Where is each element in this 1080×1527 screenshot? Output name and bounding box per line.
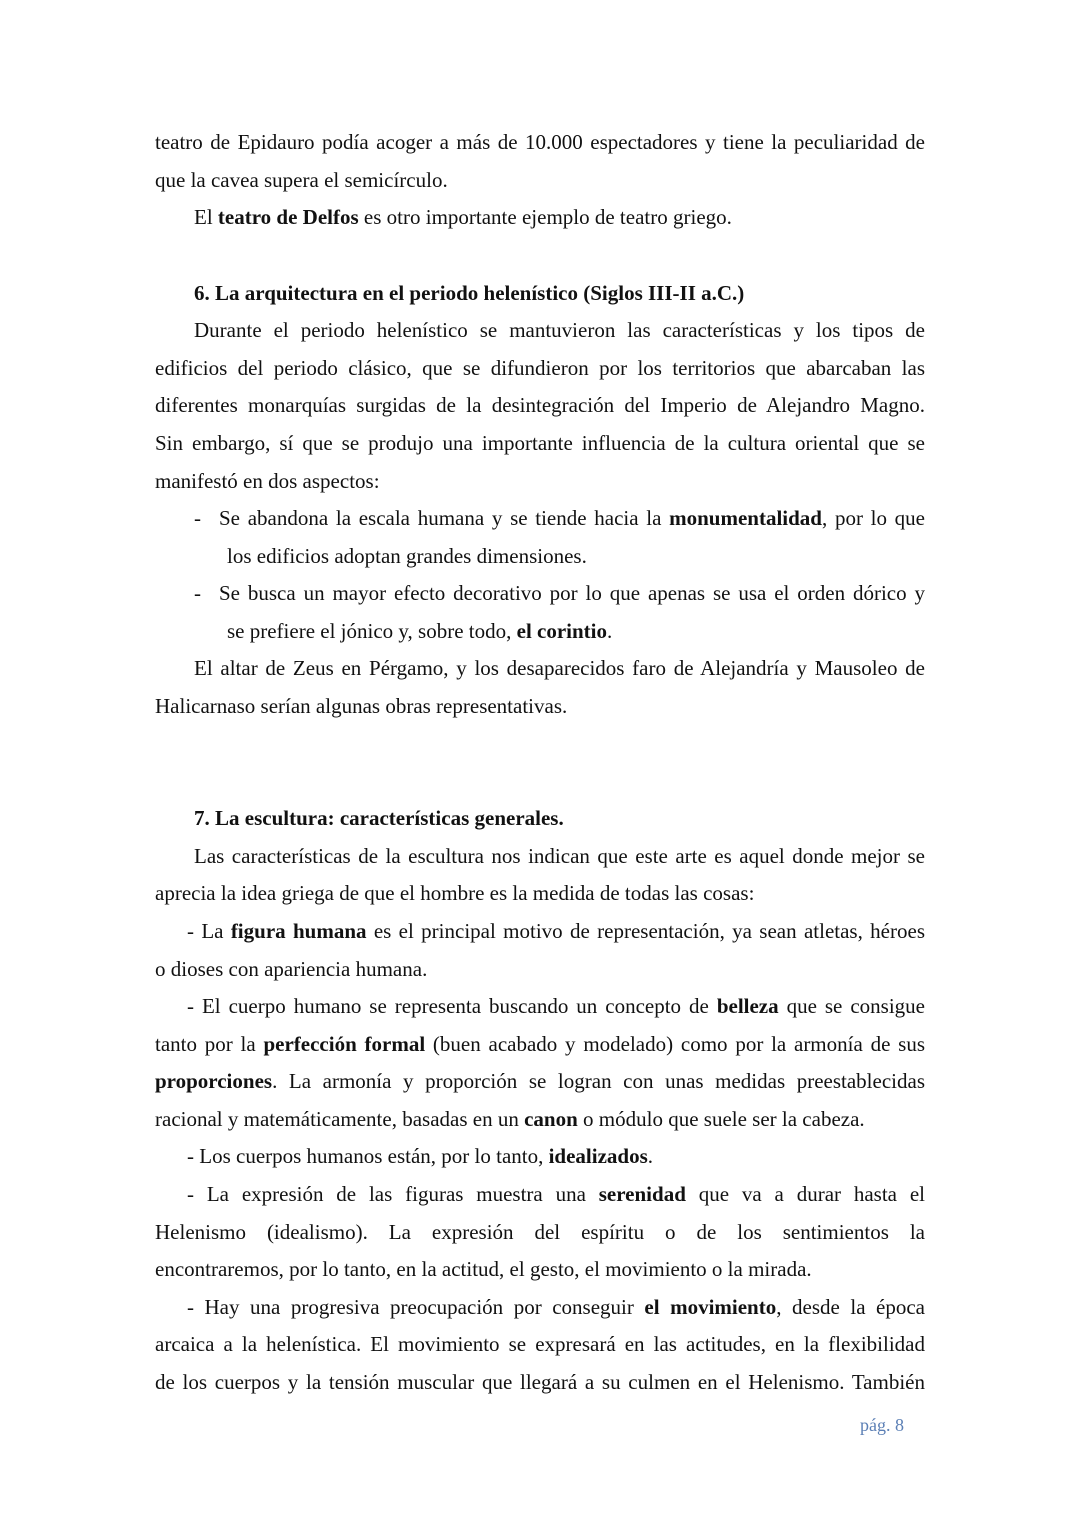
- bullet-item: Se abandona la escala humana y se tiende hacia la monumentalidad, por lo que: [219, 506, 925, 530]
- list-item: - Los cuerpos humanos están, por lo tanto, idealizados.: [187, 1144, 654, 1168]
- list-item: - La figura humana es el principal motivo de representación, ya sean atletas, héroes: [187, 919, 925, 943]
- bullet-item: los edificios adoptan grandes dimensiones.: [227, 544, 587, 568]
- paragraph-line: que la cavea supera el semicírculo.: [155, 168, 448, 192]
- paragraph-line: teatro de Epidauro podía acoger a más de 10.000 espectadores y tiene la peculiaridad de: [155, 130, 925, 154]
- paragraph-line: El altar de Zeus en Pérgamo, y los desaparecidos faro de Alejandría y Mausoleo de: [194, 656, 925, 680]
- list-item: tanto por la perfección formal (buen acabado y modelado) como por la armonía de sus: [155, 1032, 925, 1056]
- bullet-item: se prefiere el jónico y, sobre todo, el corintio.: [227, 619, 613, 643]
- list-item: - La expresión de las figuras muestra una serenidad que va a durar hasta el: [187, 1182, 925, 1206]
- paragraph-line: diferentes monarquías surgidas de la desintegración del Imperio de Alejandro Magno.: [155, 393, 925, 417]
- section-heading: 7. La escultura: características generales.: [194, 806, 564, 830]
- paragraph-line: El teatro de Delfos es otro importante ejemplo de teatro griego.: [194, 205, 732, 229]
- list-item: proporciones. La armonía y proporción se logran con unas medidas preestablecidas: [155, 1069, 925, 1093]
- list-item: Helenismo (idealismo). La expresión del espíritu o de los sentimientos la: [155, 1220, 925, 1244]
- section-heading: 6. La arquitectura en el periodo helenístico (Siglos III-II a.C.): [194, 281, 745, 305]
- paragraph-line: Durante el periodo helenístico se mantuvieron las características y los tipos de: [194, 318, 925, 342]
- bullet-dash: -: [194, 581, 201, 605]
- paragraph-line: edificios del periodo clásico, que se difundieron por los territorios que abarcaban las: [155, 356, 925, 380]
- paragraph-line: Halicarnaso serían algunas obras representativas.: [155, 694, 568, 718]
- page-number: pág. 8: [860, 1415, 904, 1435]
- paragraph-line: Sin embargo, sí que se produjo una importante influencia de la cultura oriental que se: [155, 431, 925, 455]
- bullet-dash: -: [194, 506, 201, 530]
- list-item: racional y matemáticamente, basadas en un canon o módulo que suele ser la cabeza.: [155, 1107, 865, 1131]
- list-item: arcaica a la helenística. El movimiento se expresará en las actitudes, en la flexibilidad: [155, 1332, 925, 1356]
- list-item: encontraremos, por lo tanto, en la actitud, el gesto, el movimiento o la mirada.: [155, 1257, 812, 1281]
- list-item: o dioses con apariencia humana.: [155, 957, 428, 981]
- bullet-item: Se busca un mayor efecto decorativo por lo que apenas se usa el orden dórico y: [219, 581, 925, 605]
- paragraph-line: manifestó en dos aspectos:: [155, 469, 380, 493]
- list-item: - El cuerpo humano se representa buscando un concepto de belleza que se consigue: [187, 994, 925, 1018]
- paragraph-line: Las características de la escultura nos indican que este arte es aquel donde mejor se: [194, 844, 925, 868]
- list-item: de los cuerpos y la tensión muscular que llegará a su culmen en el Helenismo. También: [155, 1370, 925, 1394]
- list-item: - Hay una progresiva preocupación por conseguir el movimiento, desde la época: [187, 1295, 926, 1319]
- paragraph-line: aprecia la idea griega de que el hombre es la medida de todas las cosas:: [155, 881, 755, 905]
